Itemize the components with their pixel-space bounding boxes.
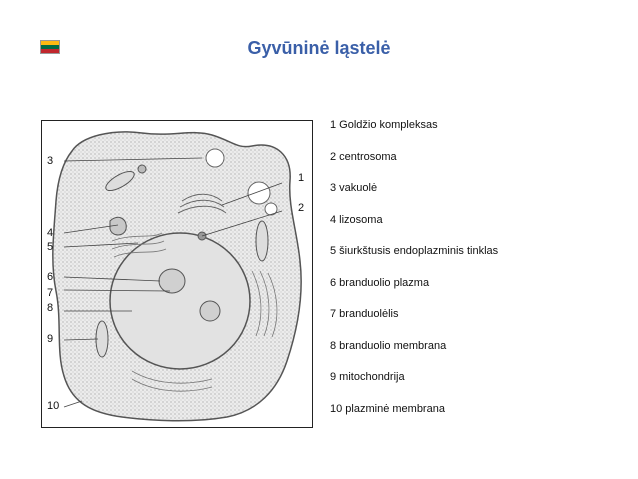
legend-item-centrosome: 2 centrosoma — [330, 150, 397, 163]
nucleolus — [200, 301, 220, 321]
diagram-label-7: 7 — [47, 287, 54, 299]
vacuole — [248, 182, 270, 204]
legend-item-rough-er: 5 šiurkštusis endoplazminis tinklas — [330, 245, 499, 257]
legend-list — [330, 118, 630, 433]
diagram-label-2: 2 — [298, 202, 305, 214]
legend-item-nuclear-membrane: 8 branduolio membrana — [330, 339, 447, 352]
diagram-label-9: 9 — [47, 333, 54, 345]
diagram-label-4: 4 — [47, 227, 54, 239]
legend-item-golgi: 1 Goldžio kompleksas — [330, 119, 438, 131]
diagram-label-6: 6 — [47, 271, 54, 283]
mitochondrion — [138, 165, 146, 173]
diagram-label-3: 3 — [47, 155, 54, 167]
diagram-label-1: 1 — [298, 172, 305, 184]
legend-item-lysosome: 4 lizosoma — [330, 213, 383, 226]
diagram-label-5: 5 — [47, 241, 54, 253]
animal-cell-diagram — [41, 120, 313, 428]
vacuole — [206, 149, 224, 167]
mitochondrion — [256, 221, 268, 261]
diagram-label-10: 10 — [47, 400, 60, 412]
legend-item-nucleolus: 7 branduolėlis — [330, 308, 399, 320]
slide-title: Gyvūninė ląstelė — [247, 38, 391, 58]
legend-item-vacuole: 3 vakuolė — [330, 182, 378, 194]
diagram-label-8: 8 — [47, 302, 54, 314]
legend-item-nucleoplasm: 6 branduolio plazma — [330, 276, 430, 289]
cell-drawing — [42, 121, 312, 427]
legend-item-plasma-membrane: 10 plazminė membrana — [330, 402, 445, 415]
nucleolus — [159, 269, 185, 293]
legend-item-mitochondrion: 9 mitochondrija — [330, 371, 405, 383]
